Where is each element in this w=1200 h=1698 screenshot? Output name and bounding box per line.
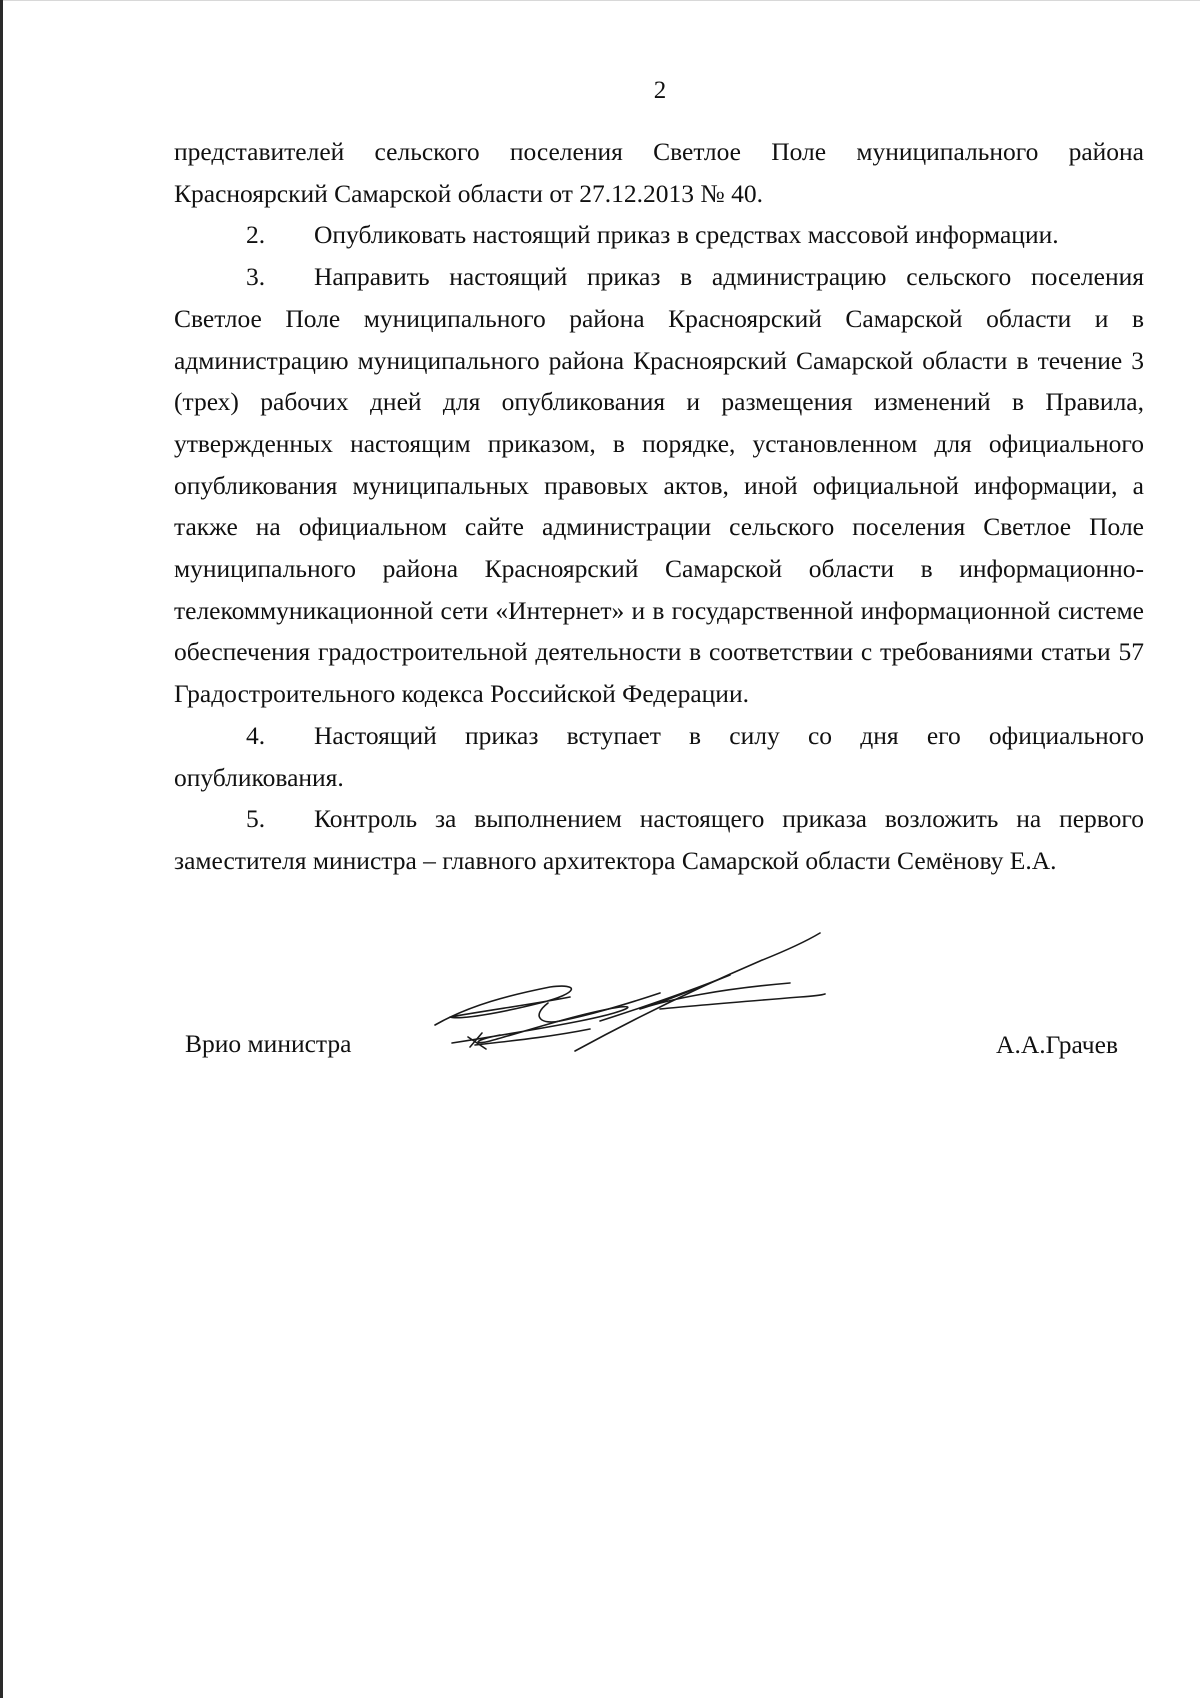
document-body: [174, 131, 1144, 882]
signatory-name: А.А.Грачев: [996, 1030, 1118, 1059]
scan-border-left: [0, 0, 3, 1698]
page-number: 2: [653, 77, 667, 104]
item-number: 3.: [246, 262, 266, 292]
paragraph-item-5: [174, 798, 1144, 881]
page-top-edge: [0, 0, 1200, 1]
item-number: 4.: [246, 720, 266, 750]
signature-block: [0, 1024, 1200, 1074]
paragraph-text: Настоящий приказ вступает в силу со дня его официального опубликования.: [174, 720, 1144, 792]
paragraph-text: Направить настоящий приказ в администрацию сельского поселения Светлое Поле муниципального района Красноярский Самарской области и в администрацию муниципального района Красноярский Самарской области в течение 3 (трех) рабочих дней для опубликования и размещения изменений в Правила, утвержденных настоящим приказом, в порядке, установленном для официального опубликования муниципальных правовых актов, иной официальной информации, а также на официальном сайте администрации сельского поселения Светлое Поле муниципального района Красноярский Самарской области в информационно-телекоммуникационной сети «Интернет» и в государственной информационной системе обеспечения градостроительной деятельности в соответствии с требованиями статьи 57 Градостроительного кодекса Российской Федерации.: [174, 262, 1144, 709]
paragraph-item-2: [174, 214, 1144, 256]
item-number: 2.: [246, 220, 266, 250]
paragraph-item-3: [174, 256, 1144, 715]
item-number: 5.: [246, 804, 266, 834]
paragraph-continuation: [174, 131, 1144, 214]
signatory-title: Врио министра: [185, 1029, 352, 1058]
paragraph-text: Контроль за выполнением настоящего приказа возложить на первого заместителя министра – главного архитектора Самарской области Семёнову Е.А.: [174, 804, 1144, 875]
paragraph-text: представителей сельского поселения Светлое Поле муниципального района Красноярский Самарской области от 27.12.2013 № 40.: [174, 137, 1144, 208]
paragraph-text: Опубликовать настоящий приказ в средствах массовой информации.: [314, 220, 1059, 250]
paragraph-item-4: [174, 715, 1144, 798]
